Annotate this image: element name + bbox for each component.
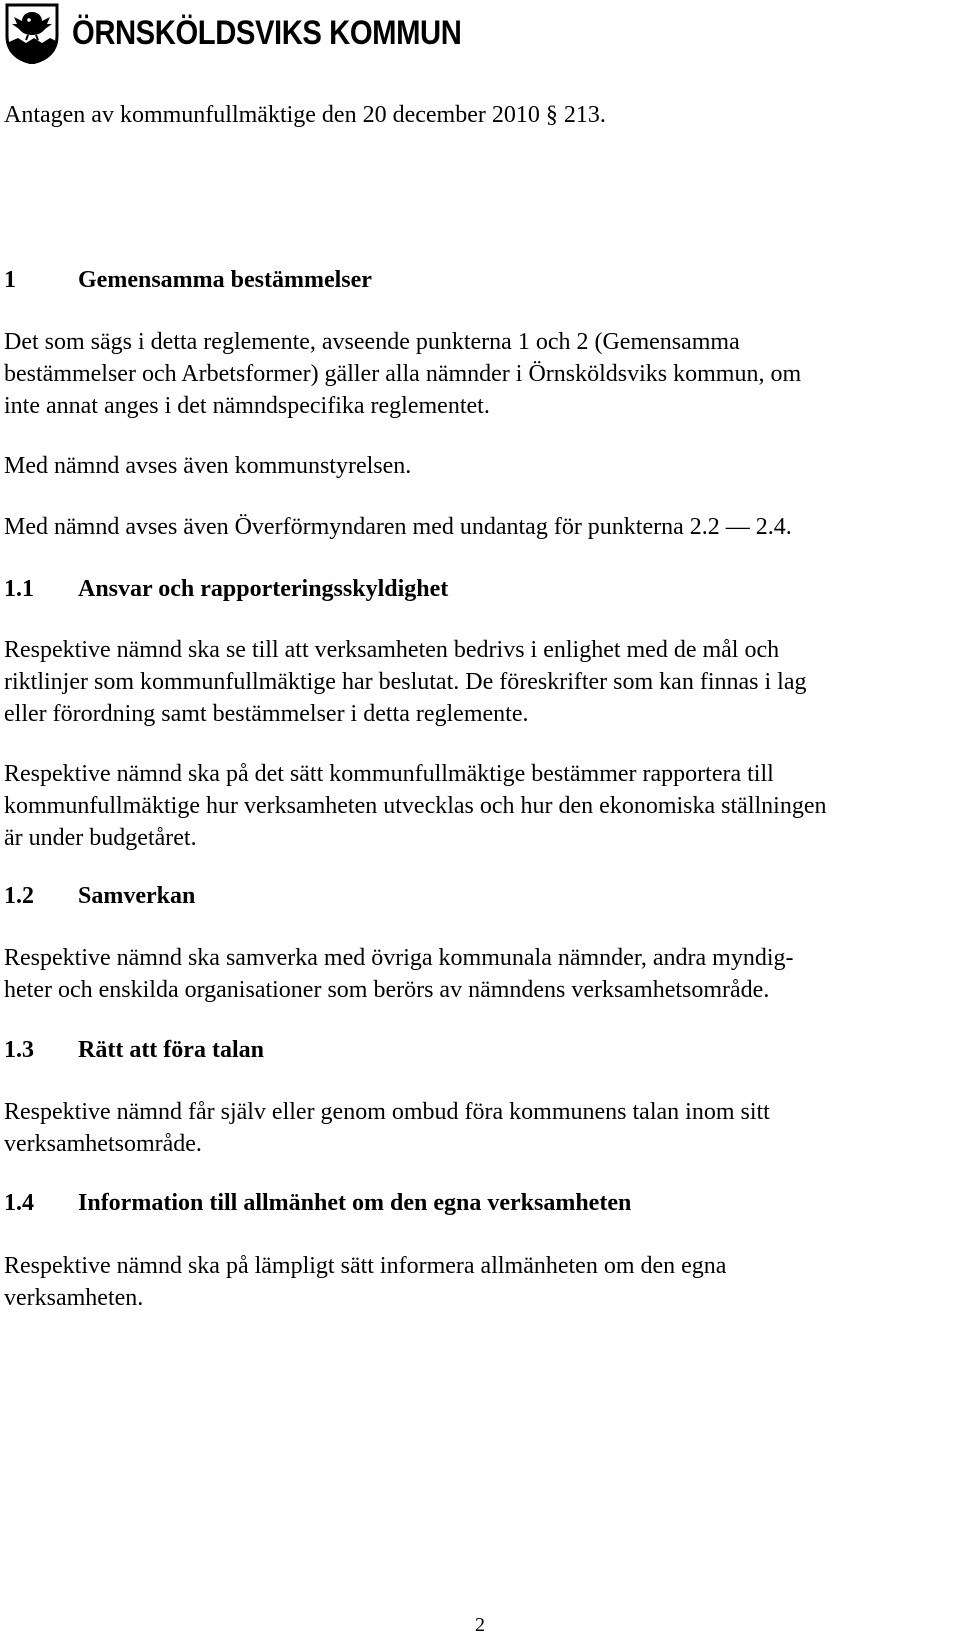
adoption-note: Antagen av kommunfullmäktige den 20 december 2010 § 213. bbox=[4, 102, 606, 128]
paragraph-line: Respektive nämnd ska samverka med övriga kommunala nämnder, andra myndig- bbox=[4, 945, 794, 971]
paragraph-line: Respektive nämnd ska på lämpligt sätt informera allmänheten om den egna bbox=[4, 1253, 727, 1279]
page-number: 2 bbox=[475, 1614, 485, 1636]
section-heading-1-1 bbox=[4, 574, 448, 604]
letterhead bbox=[4, 2, 525, 64]
section-heading-1-4 bbox=[4, 1188, 631, 1218]
paragraph-line: Respektive nämnd ska se till att verksamheten bedrivs i enlighet med de mål och bbox=[4, 637, 780, 663]
paragraph-line: kommunfullmäktige hur verksamheten utvecklas och hur den ekonomiska ställningen bbox=[4, 793, 827, 819]
organization-name: ÖRNSKÖLDSVIKS KOMMUN bbox=[72, 14, 462, 52]
section-number: 1 bbox=[4, 267, 16, 293]
section-title: Rätt att föra talan bbox=[78, 1037, 264, 1063]
paragraph-line: är under budgetåret. bbox=[4, 825, 197, 851]
paragraph-line: Med nämnd avses även kommunstyrelsen. bbox=[4, 453, 412, 479]
paragraph-line: Det som sägs i detta reglemente, avseende punkterna 1 och 2 (Gemensamma bbox=[4, 329, 740, 355]
paragraph-line: verksamheten. bbox=[4, 1285, 144, 1311]
section-number: 1.4 bbox=[4, 1190, 34, 1216]
section-title: Gemensamma bestämmelser bbox=[78, 267, 372, 293]
paragraph-line: Med nämnd avses även Överförmyndaren med undantag för punkterna 2.2 — 2.4. bbox=[4, 514, 792, 540]
paragraph-line: eller förordning samt bestämmelser i detta reglemente. bbox=[4, 701, 529, 727]
paragraph-line: heter och enskilda organisationer som berörs av nämndens verksamhetsområde. bbox=[4, 977, 770, 1003]
section-title: Information till allmänhet om den egna verksamheten bbox=[78, 1190, 632, 1216]
paragraph-line: inte annat anges i det nämndspecifika reglementet. bbox=[4, 393, 490, 419]
paragraph-line: verksamhetsområde. bbox=[4, 1131, 202, 1157]
paragraph-line: Respektive nämnd får själv eller genom ombud föra kommunens talan inom sitt bbox=[4, 1099, 770, 1125]
paragraph-line: bestämmelser och Arbetsformer) gäller alla nämnder i Örnsköldsviks kommun, om bbox=[4, 361, 802, 387]
municipal-crest-icon bbox=[4, 2, 60, 64]
section-title: Samverkan bbox=[78, 883, 196, 909]
section-heading-1 bbox=[4, 265, 372, 295]
section-title: Ansvar och rapporteringsskyldighet bbox=[78, 576, 449, 602]
section-number: 1.1 bbox=[4, 576, 34, 602]
section-heading-1-3 bbox=[4, 1035, 264, 1065]
section-heading-1-2 bbox=[4, 881, 195, 911]
paragraph-line: Respektive nämnd ska på det sätt kommunfullmäktige bestämmer rapportera till bbox=[4, 761, 774, 787]
paragraph-line: riktlinjer som kommunfullmäktige har beslutat. De föreskrifter som kan finnas i lag bbox=[4, 669, 807, 695]
section-number: 1.3 bbox=[4, 1037, 34, 1063]
section-number: 1.2 bbox=[4, 883, 34, 909]
